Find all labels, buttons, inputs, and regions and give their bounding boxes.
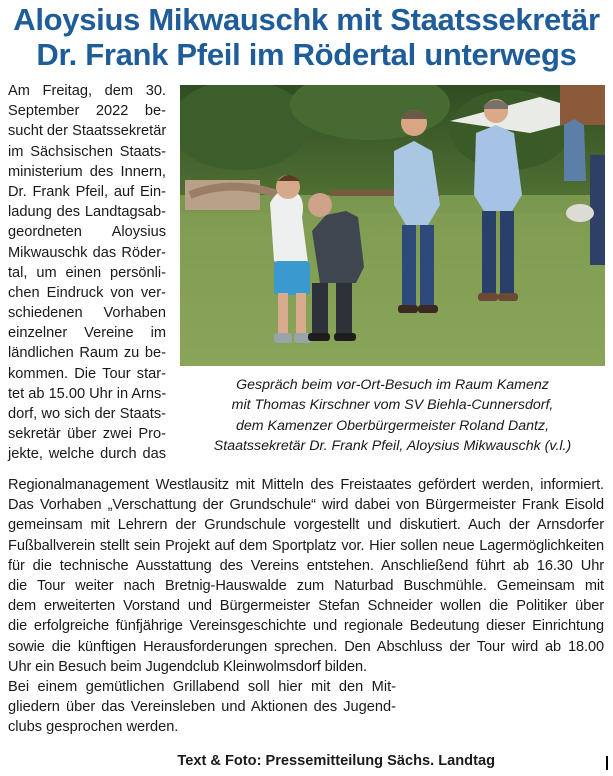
headline: [0, 2, 613, 72]
headline-line-2: Dr. Frank Pfeil im Rödertal unterwegs: [36, 37, 577, 72]
body-line: einzelner Vereine im: [8, 325, 166, 342]
body-line: Regionalmanagement Westlausitz mit Mitteln des Freistaates gefördert werden, informiert.: [8, 477, 604, 493]
body-line: Mikwauschk das Röder-: [8, 244, 166, 261]
body-line: Bei einem gemütlichen Grillabend soll hier mit den Mit-: [8, 679, 396, 695]
body-line: die erfolgreiche fünfjährige Vereinsgeschichte und regionale Bedeutung dieser Einrichtung: [8, 618, 604, 635]
body-line: im Sächsischen Staats-: [8, 143, 166, 160]
body-line: chen Eindruck von ver-: [8, 284, 166, 301]
body-line: kommen. Die Tour star-: [8, 365, 166, 382]
body-line: sekretär über zwei Pro-: [8, 426, 166, 443]
body-text: [8, 475, 604, 677]
body-line: die Tour weiter nach Bretnig-Hauswalde zum Naturbad Buschmühle. Gemeinsam mit: [8, 577, 604, 594]
news-photo: [180, 85, 605, 366]
body-line: schiedenen Vorhaben: [8, 305, 166, 322]
closing-paragraph: [8, 677, 396, 738]
body-line: Am Freitag, dem 30.: [8, 83, 166, 99]
caption-line: Gespräch beim vor-Ort-Besuch im Raum Kamenz: [236, 377, 549, 393]
body-line: Fußballverein stellt sein Projekt auf dem Sportplatz vor. Hier sollen neue Lagermöglichkeiten: [8, 537, 604, 554]
body-line: ladung des Landtagsab-: [8, 204, 166, 221]
body-line: dem erweiterten Vorstand und Bürgermeister Stefan Schneider wollen die Politiker über: [8, 598, 604, 615]
body-line: ministerium des Innern,: [8, 163, 166, 180]
body-line: sowie die künftigen Herausforderungen sprechen. Den Abschluss der Tour wird ab 18.00: [8, 638, 604, 655]
body-line: clubs gesprochen werden.: [8, 719, 179, 736]
body-line: gemeinsam mit Lehrern der Grundschule vorgestellt und diskutiert. Auch der Arnsdorfer: [8, 517, 604, 534]
photo-caption: [180, 375, 605, 457]
body-line: Das Vorhaben „Verschattung der Grundschule“ wird dabei von Bürgermeister Frank Eisold: [8, 497, 604, 514]
body-line: Dr. Frank Pfeil, auf Ein-: [8, 183, 166, 200]
intro-column: [8, 81, 166, 465]
body-line: tet ab 15.00 Uhr in Arns-: [8, 385, 167, 402]
caption-line: Staatssekretär Dr. Frank Pfeil, Aloysius Mikwauschk (v.l.): [213, 438, 572, 455]
body-line: September 2022 be-: [8, 103, 166, 120]
body-line: sucht der Staatssekretär: [8, 123, 167, 140]
body-line: ländlichen Raum zu be-: [8, 345, 166, 362]
body-line: jekte, welche durch das: [8, 446, 166, 463]
headline-line-1: Aloysius Mikwauschk mit Staatssekretär: [13, 2, 600, 37]
body-line: gliedern über das Vereinsleben und Aktionen des Jugend-: [8, 699, 396, 716]
caption-line: dem Kamenzer Oberbürgermeister Roland Dantz,: [235, 417, 550, 434]
body-line: für die technische Ausstattung des Vereins entstehen. Anschließend führt ab 16.30 Uhr: [8, 557, 604, 574]
column-edge-mark: [606, 756, 608, 770]
body-line: Uhr ein Besuch beim Jugendclub Kleinwolmsdorf bilden.: [8, 658, 367, 675]
body-line: geordneten Aloysius: [8, 224, 166, 241]
body-line: dorf, wo sich der Staats-: [8, 406, 166, 422]
body-line: tal, um einen persönli-: [8, 264, 166, 281]
caption-line: mit Thomas Kirschner vom SV Biehla-Cunnersdorf,: [231, 397, 554, 414]
photo-credit: Text & Foto: Pressemitteilung Sächs. Landtag: [177, 753, 495, 769]
